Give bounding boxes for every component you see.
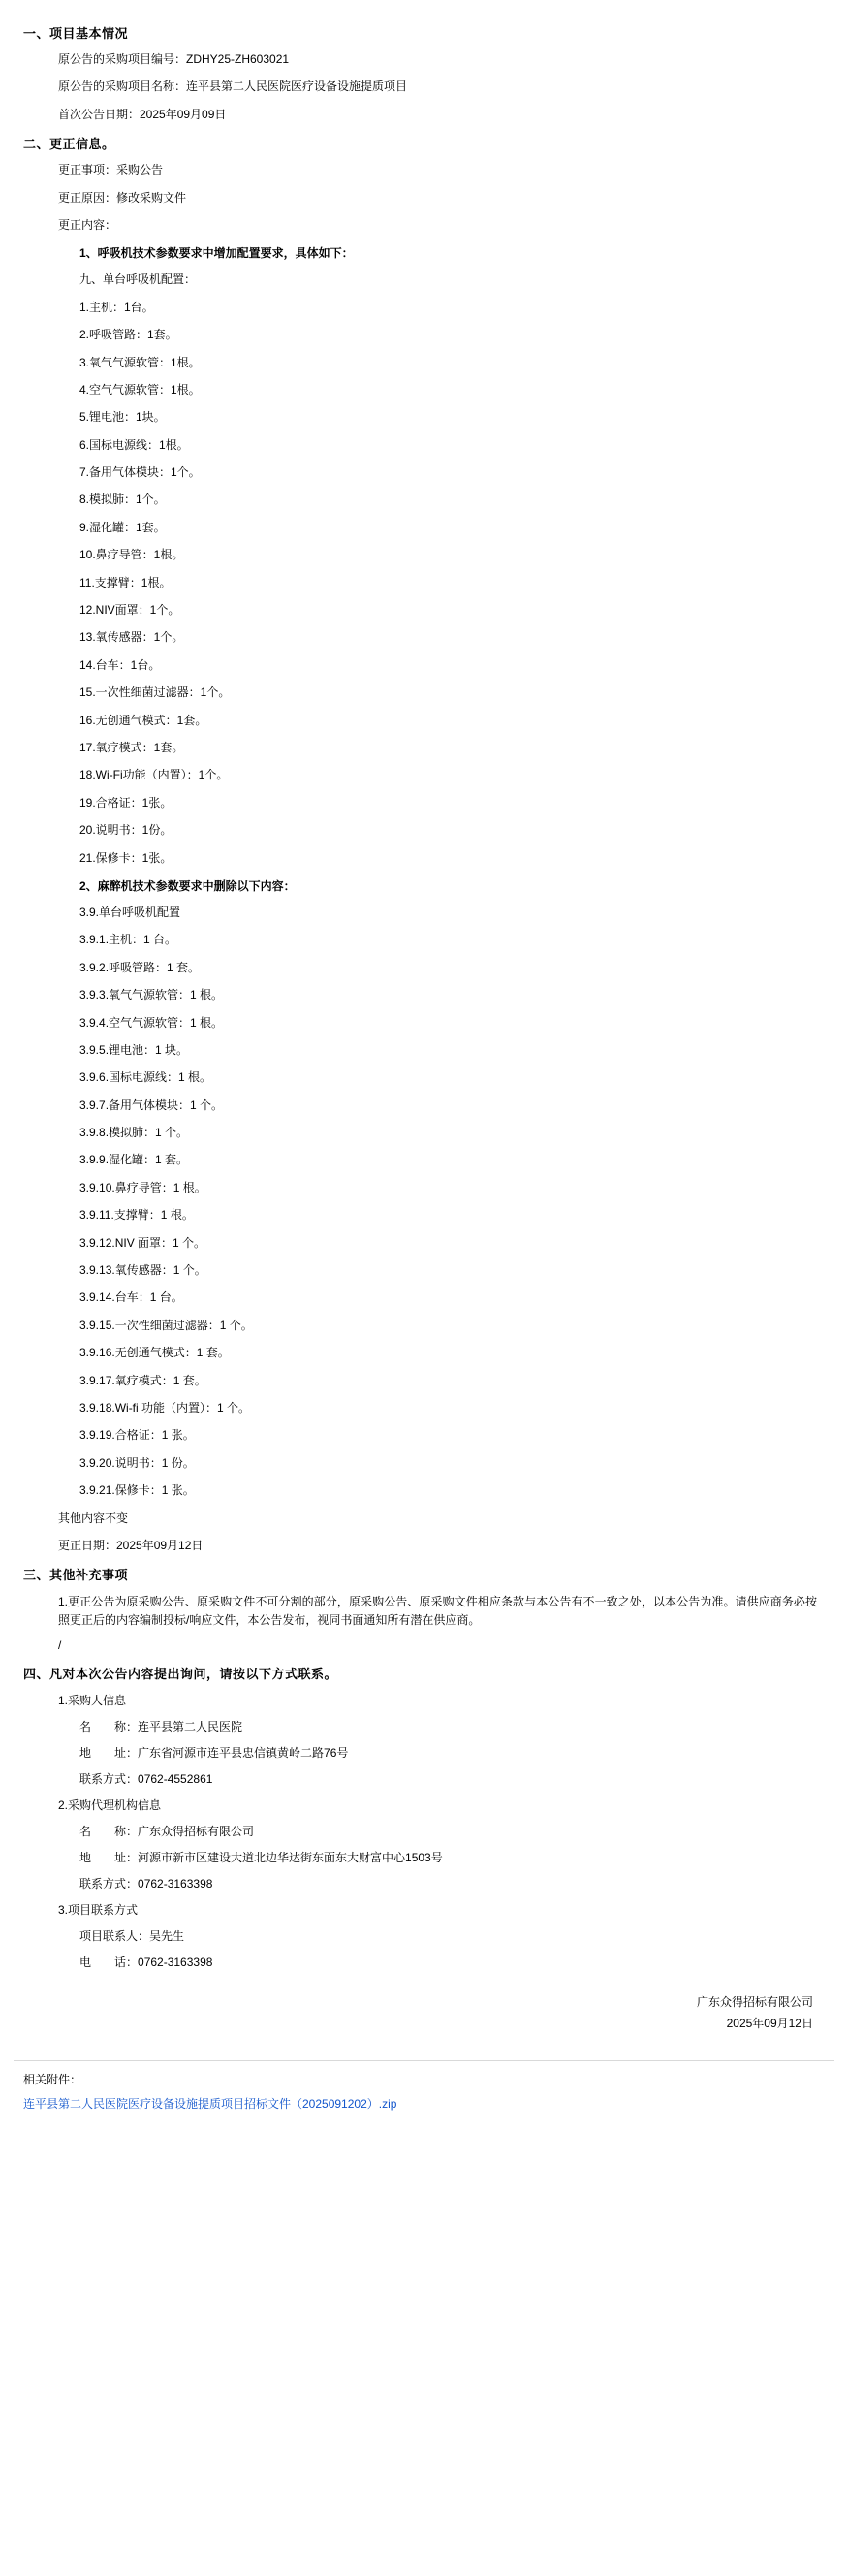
agency-address-row — [79, 1849, 834, 1865]
deletion-item: 3.9.16.无创通气模式：1 套。 — [79, 1346, 230, 1360]
addition-item: 15.一次性细菌过滤器：1个。 — [79, 685, 231, 700]
agency-address-value: 河源市新市区建设大道北边华达街东面东大财富中心1503号 — [138, 1850, 443, 1864]
deletion-item: 3.9.12.NIV 面罩：1 个。 — [79, 1235, 206, 1250]
addition-item: 7.备用气体模块：1个。 — [79, 465, 201, 480]
agency-name-label: 名 称： — [79, 1824, 139, 1838]
deletion-item: 3.9.3.氧气气源软管：1 根。 — [79, 988, 224, 1002]
addition-item: 13.氧传感器：1个。 — [79, 630, 184, 645]
addition-item: 16.无创通气模式：1套。 — [79, 713, 207, 727]
supplementary-paragraph: 1.更正公告为原采购公告、原采购文件不可分割的部分，原采购公告、原采购文件相应条款与本公告有不一致之处，以本公告为准。请供应商务必按照更正后的内容编制投标/响应文件，本公告发布，视同书面通知所有潜在供应商。 — [58, 1595, 817, 1627]
agency-info-heading: 2.采购代理机构信息 — [58, 1797, 162, 1812]
section-title-correction-info: 二、更正信息。 — [23, 137, 115, 152]
deletion-item: 3.9.5.锂电池：1 块。 — [79, 1042, 189, 1057]
addition-item: 12.NIV面罩：1个。 — [79, 603, 180, 618]
first-announcement-date-line: 首次公告日期：2025年09月09日 — [58, 107, 227, 121]
addition-item: 4.空气气源软管：1根。 — [79, 382, 201, 397]
deletion-item: 3.9.8.模拟肺：1 个。 — [79, 1126, 189, 1140]
buyer-address-value: 广东省河源市连平县忠信镇黄岭二路76号 — [138, 1745, 349, 1760]
deletion-item: 3.9.4.空气气源软管：1 根。 — [79, 1015, 224, 1030]
buyer-phone-row — [79, 1770, 834, 1787]
deletion-item: 3.9.6.国标电源线：1 根。 — [79, 1070, 212, 1085]
deletion-item: 3.9.21.保修卡：1 张。 — [79, 1483, 195, 1498]
agency-name-value: 广东众得招标有限公司 — [138, 1824, 255, 1838]
buyer-name-label: 名 称： — [79, 1719, 139, 1733]
deletion-item: 3.9.20.说明书：1 份。 — [79, 1455, 195, 1470]
signature-block — [14, 1991, 813, 2036]
project-contact-person-value: 吴先生 — [149, 1928, 185, 1943]
addition-item: 18.Wi-Fi功能（内置）：1个。 — [79, 768, 229, 782]
addition-item: 8.模拟肺：1个。 — [79, 493, 166, 507]
deletion-subheading: 3.9.单台呼吸机配置 — [79, 905, 181, 919]
buyer-phone-value: 0762-4552861 — [138, 1771, 213, 1786]
project-contact-phone-value: 0762-3163398 — [138, 1955, 213, 1969]
section-title-basic-info: 一、项目基本情况 — [23, 26, 129, 41]
agency-phone-row — [79, 1875, 834, 1892]
project-contact-phone-label: 电 话： — [79, 1955, 139, 1969]
deletion-item: 3.9.9.湿化罐：1 套。 — [79, 1153, 189, 1167]
addition-item: 6.国标电源线：1根。 — [79, 437, 189, 452]
deletion-item: 3.9.15.一次性细菌过滤器：1 个。 — [79, 1318, 253, 1332]
deletion-item: 3.9.14.台车：1 台。 — [79, 1290, 183, 1305]
addition-item: 10.鼻疗导管：1根。 — [79, 548, 184, 562]
addition-item: 3.氧气气源软管：1根。 — [79, 355, 201, 369]
addition-item: 19.合格证：1张。 — [79, 795, 173, 810]
addition-heading: 1、呼吸机技术参数要求中增加配置要求，具体如下： — [79, 246, 354, 261]
project-name-line: 原公告的采购项目名称：连平县第二人民医院医疗设备设施提质项目 — [58, 80, 408, 94]
addition-item: 20.说明书：1份。 — [79, 823, 173, 838]
signature-organization: 广东众得招标有限公司 — [696, 1994, 813, 2009]
agency-address-label: 地 址： — [79, 1850, 139, 1864]
buyer-name-value: 连平县第二人民医院 — [138, 1719, 243, 1733]
deletion-heading: 2、麻醉机技术参数要求中删除以下内容： — [79, 878, 296, 893]
correction-date-line: 更正日期：2025年09月12日 — [58, 1538, 204, 1552]
section-title-contact: 四、凡对本次公告内容提出询问，请按以下方式联系。 — [23, 1666, 338, 1681]
addition-item: 9.湿化罐：1套。 — [79, 520, 166, 534]
buyer-phone-label: 联系方式： — [79, 1771, 139, 1786]
deletion-item: 3.9.11.支撑臂：1 根。 — [79, 1208, 194, 1223]
buyer-name-row — [79, 1718, 834, 1734]
agency-phone-label: 联系方式： — [79, 1876, 139, 1891]
addition-item: 17.氧疗模式：1套。 — [79, 740, 184, 754]
addition-item: 5.锂电池：1块。 — [79, 410, 166, 425]
correction-item-line: 更正事项：采购公告 — [58, 163, 164, 177]
buyer-info-heading: 1.采购人信息 — [58, 1693, 127, 1707]
attachments-title: 相关附件： — [23, 2073, 82, 2087]
other-content-unchanged-line: 其他内容不变 — [58, 1511, 129, 1525]
agency-phone-value: 0762-3163398 — [138, 1876, 213, 1891]
section-title-supplementary: 三、其他补充事项 — [23, 1568, 129, 1583]
attachment-file-link[interactable]: 连平县第二人民医院医疗设备设施提质项目招标文件（2025091202）.zip — [23, 2097, 397, 2112]
buyer-address-label: 地 址： — [79, 1745, 139, 1760]
correction-reason-line: 更正原因：修改采购文件 — [58, 190, 187, 205]
project-contact-phone-row — [79, 1954, 834, 1970]
agency-name-row — [79, 1823, 834, 1839]
buyer-address-row — [79, 1744, 834, 1761]
deletion-item: 3.9.17.氧疗模式：1 套。 — [79, 1373, 206, 1387]
deletion-item: 3.9.13.氧传感器：1 个。 — [79, 1263, 206, 1278]
deletion-item: 3.9.10.鼻疗导管：1 根。 — [79, 1180, 206, 1194]
deletion-item: 3.9.19.合格证：1 张。 — [79, 1428, 195, 1443]
addition-item: 11.支撑臂：1根。 — [79, 575, 172, 589]
project-contact-person-row — [79, 1927, 834, 1944]
correction-content-label: 更正内容： — [58, 217, 117, 232]
divider — [14, 2060, 834, 2061]
project-contact-heading: 3.项目联系方式 — [58, 1902, 139, 1917]
addition-item: 2.呼吸管路：1套。 — [79, 328, 177, 342]
addition-item: 21.保修卡：1张。 — [79, 850, 173, 865]
deletion-item: 3.9.1.主机：1 台。 — [79, 933, 177, 947]
addition-item: 1.主机：1台。 — [79, 300, 154, 314]
deletion-item: 3.9.18.Wi-fi 功能（内置）：1 个。 — [79, 1400, 251, 1415]
deletion-item: 3.9.2.呼吸管路：1 套。 — [79, 960, 201, 974]
supplementary-slash: / — [58, 1638, 62, 1652]
project-number-line: 原公告的采购项目编号：ZDHY25-ZH603021 — [58, 52, 290, 66]
project-contact-person-label: 项目联系人： — [79, 1928, 150, 1943]
addition-subheading: 九、单台呼吸机配置： — [79, 272, 197, 287]
deletion-item: 3.9.7.备用气体模块：1 个。 — [79, 1097, 224, 1112]
addition-item: 14.台车：1台。 — [79, 657, 161, 672]
signature-date: 2025年09月12日 — [726, 2017, 813, 2031]
